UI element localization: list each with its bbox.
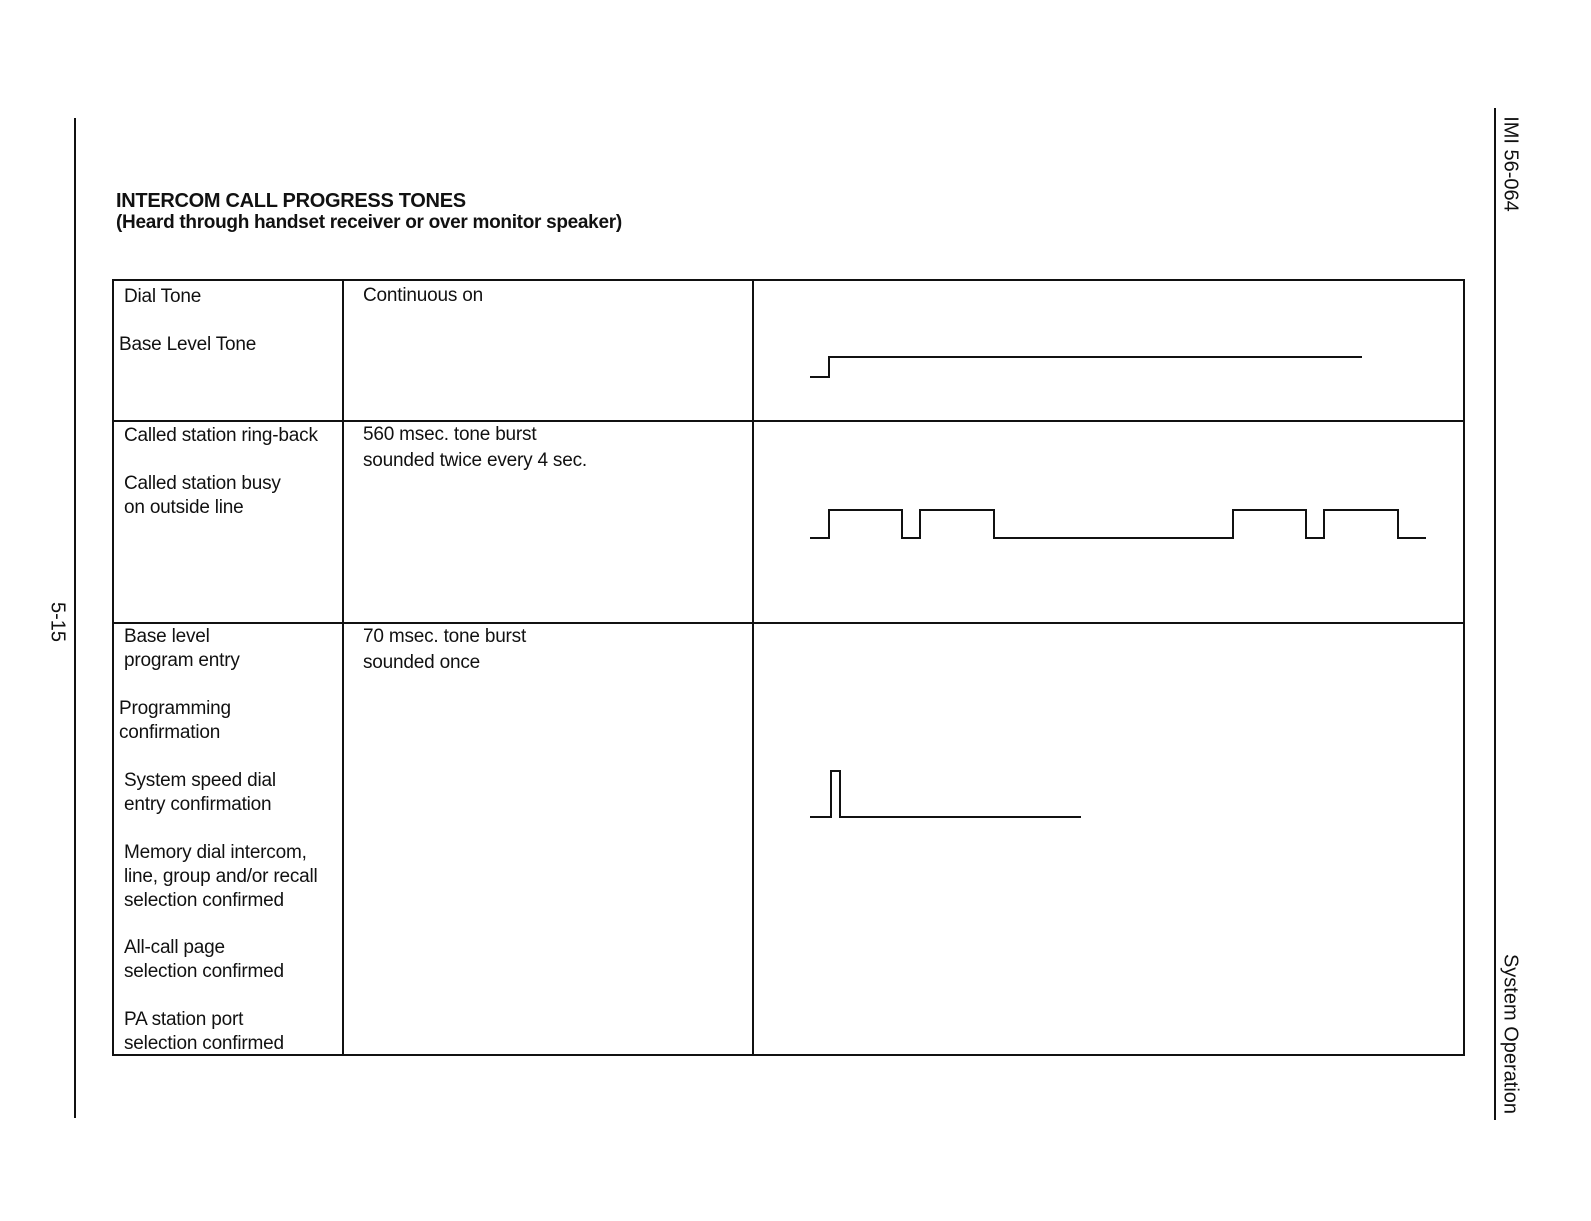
tone-label: Base Level Tone — [119, 334, 257, 355]
tone-row-dial — [114, 281, 1463, 420]
tone-label: PA station port selection confirmed — [124, 1009, 284, 1054]
document-id: IMI 56-064 — [1499, 116, 1522, 212]
right-margin-rule — [1494, 108, 1496, 1120]
tone-waveform-cell — [752, 624, 1463, 1056]
waveform-single-short-burst — [754, 624, 1454, 1054]
tone-row-confirmation — [114, 622, 1463, 1056]
tone-label-cell — [114, 281, 342, 420]
page-subtitle: (Heard through handset receiver or over monitor speaker) — [116, 212, 622, 233]
tone-label: Base level program entry — [124, 626, 240, 671]
tone-label: All-call page selection confirmed — [124, 937, 284, 982]
tone-waveform-cell — [752, 281, 1463, 420]
page-number: 5-15 — [46, 601, 69, 643]
tone-description: sounded twice every 4 sec. — [363, 450, 587, 471]
tone-description: sounded once — [363, 652, 480, 673]
tone-label: Called station busy on outside line — [124, 473, 281, 518]
tone-description: Continuous on — [363, 285, 483, 306]
tone-label: Memory dial intercom, line, group and/or recall selection confirmed — [124, 842, 318, 911]
tone-label: System speed dial entry confirmation — [124, 770, 276, 815]
tone-label-cell — [114, 422, 342, 624]
tone-label: Programming confirmation — [119, 698, 231, 743]
tone-description-cell — [342, 624, 754, 1056]
tone-row-ringback — [114, 420, 1463, 624]
tone-description: 70 msec. tone burst — [363, 626, 527, 647]
left-margin-rule — [74, 118, 76, 1118]
section-name: System Operation — [1499, 953, 1522, 1115]
page-title: INTERCOM CALL PROGRESS TONES — [116, 190, 466, 212]
waveform-double-burst — [754, 422, 1454, 622]
tone-description: 560 msec. tone burst — [363, 424, 537, 445]
tone-label-cell — [114, 624, 342, 1056]
tone-table — [112, 279, 1465, 1056]
waveform-continuous — [754, 281, 1454, 418]
tone-waveform-cell — [752, 422, 1463, 624]
tone-label: Called station ring-back — [124, 425, 318, 446]
tone-label: Dial Tone — [124, 286, 202, 307]
tone-description-cell — [342, 281, 754, 420]
tone-description-cell — [342, 422, 754, 624]
